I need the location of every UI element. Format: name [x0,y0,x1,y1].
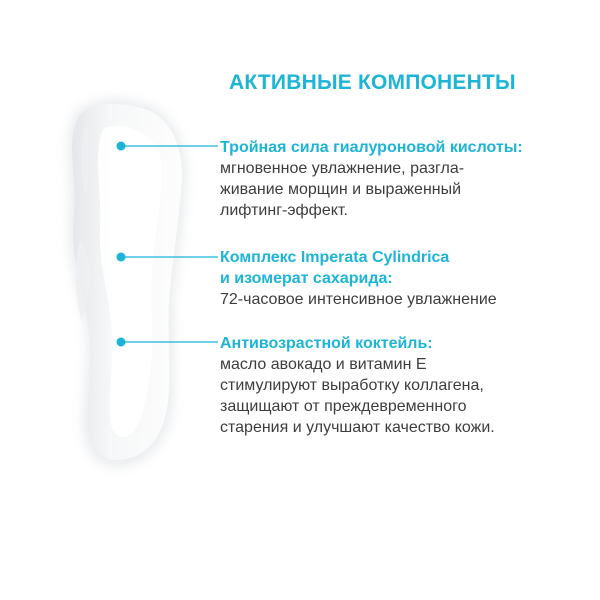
component-block-antiage-cocktail [220,333,595,438]
component-block-imperata [220,247,595,310]
component-heading: Антивозрастной коктейль: [220,335,433,352]
component-description-line: живание морщин и выраженный [220,181,462,198]
component-description-line: 72-часовое интенсивное увлажнение [220,291,497,308]
component-description-line: лифтинг-эффект. [220,202,348,219]
component-description-line: стимулируют выработку коллагена, [220,377,484,394]
leader-line-1 [117,142,219,151]
leader-line-2 [117,253,219,262]
component-heading: Тройная сила гиалуроновой кислоты: [220,139,523,156]
component-description-line: старения и улучшают качество кожи. [220,419,495,436]
page-title: АКТИВНЫЕ КОМПОНЕНТЫ [229,71,516,94]
component-description-line: масло авокадо и витамин Е [220,356,427,373]
leader-line-3 [117,338,219,347]
component-block-hyaluronic [220,137,595,221]
component-heading: Комплекс Imperata Cylindrica [220,249,450,266]
component-heading: и изомерат сахарида: [220,270,393,287]
component-description-line: защищают от преждевременного [220,398,467,415]
component-description-line: мгновенное увлажнение, разгла- [220,160,465,177]
